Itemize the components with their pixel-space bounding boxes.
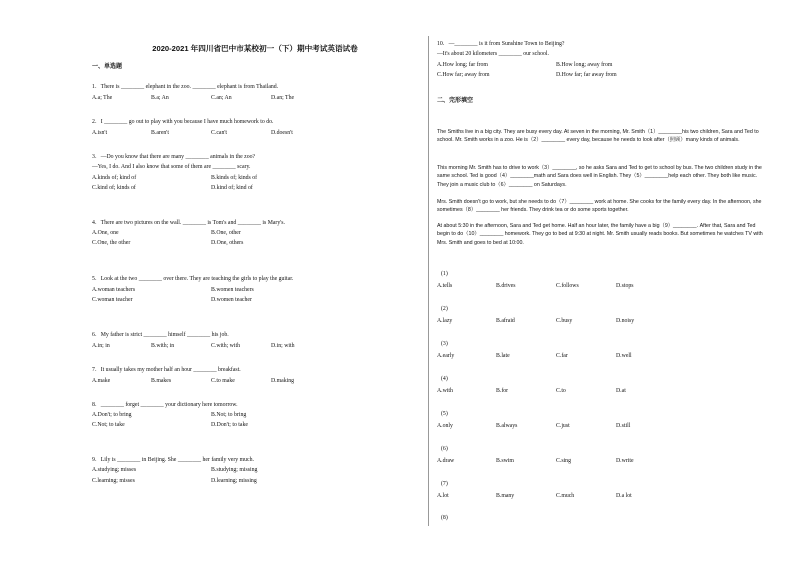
cloze-4-option-b: B.for: [496, 388, 509, 394]
column-divider: [428, 36, 429, 526]
section-cloze: 二、完形填空: [437, 98, 474, 104]
q1-option-a: A.a; The: [92, 95, 113, 101]
q4-option-b: B.One, other: [211, 230, 241, 236]
q3-option-b: B.kinds of; kinds of: [211, 175, 258, 181]
q6-option-a: A.in; in: [92, 343, 110, 349]
cloze-2-option-c: C.busy: [556, 318, 573, 324]
question-3-stem: 3．—Do you know that there are many ________ animals in the zoo?: [92, 154, 256, 160]
question-7-stem: 7．It usually takes my mother half an hour ________ breakfast.: [92, 367, 241, 373]
q5-option-d: D.women teacher: [211, 297, 252, 303]
q3-option-c: C.kind of; kinds of: [92, 185, 136, 191]
question-9-stem: 9．Lily is ________ in Beijing. She ________ her family very much.: [92, 457, 254, 463]
cloze-1-option-b: B.drives: [496, 283, 516, 289]
cloze-7-option-c: C.much: [556, 493, 575, 499]
cloze-2-option-d: D.noisy: [616, 318, 635, 324]
cloze-3-option-a: A.early: [437, 353, 455, 359]
question-6-stem: 6．My father is strict ________ himself ________ his job.: [92, 332, 229, 338]
question-5-stem: 5．Look at the two ________ over there. They are teaching the girls to play the guitar.: [92, 276, 294, 282]
q4-option-c: C.One, the other: [92, 240, 131, 246]
q5-option-c: C.woman teacher: [92, 297, 133, 303]
cloze-1-number: (1): [441, 271, 448, 277]
cloze-2-option-b: B.afraid: [496, 318, 515, 324]
q10-option-b: B.How long; away from: [556, 62, 613, 68]
q1-option-d: D.an; The: [271, 95, 295, 101]
cloze-7-option-d: D.a lot: [616, 493, 632, 499]
cloze-8-number: (8): [441, 515, 448, 521]
q10-option-a: A.How long; far from: [437, 62, 488, 68]
q6-option-c: C.with; with: [211, 343, 240, 349]
cloze-5-option-a: A.only: [437, 423, 453, 429]
q5-option-a: A.woman teachers: [92, 287, 136, 293]
q4-option-a: A.One, one: [92, 230, 119, 236]
q6-option-b: B.with; in: [151, 343, 175, 349]
q8-option-d: D.Don't; to take: [211, 422, 248, 428]
q7-option-b: B.makes: [151, 378, 172, 384]
cloze-3-option-c: C.far: [556, 353, 568, 359]
question-4-stem: 4．There are two pictures on the wall. ________ is Tom's and ________ is Mary's.: [92, 220, 286, 226]
q2-option-b: B.aren't: [151, 130, 169, 136]
cloze-4-number: (4): [441, 376, 448, 382]
q9-option-c: C.learning; misses: [92, 478, 135, 484]
passage-paragraph-2: This morning Mr. Smith has to drive to work（3）________, so he asks Sara and Ted to get to school by bus. The two children study in the same school. Ted is good（4）________math and Sara does well in English. They（5）________help each other. They both like music. They join a music club to（6）________ on Saturdays.: [437, 165, 762, 188]
q9-option-a: A.studying; misses: [92, 467, 137, 473]
cloze-1-option-a: A.tells: [437, 283, 453, 289]
q10-option-d: D.How far; far away from: [556, 72, 617, 78]
cloze-6-option-d: D.write: [616, 458, 634, 464]
q3-option-a: A.kinds of; kind of: [92, 175, 137, 181]
cloze-7-option-b: B.many: [496, 493, 515, 499]
passage-paragraph-1: The Smiths live in a big city. They are busy every day. At seven in the morning, Mr. Smith（1）________his two children, Sara and Ted to school. Mr. Smith works in a zoo. He is（2）________ every day, because he needs to look after（照顾）many kinds of animals.: [437, 129, 759, 144]
q8-option-a: A.Don't; to bring: [92, 412, 132, 418]
cloze-6-option-b: B.swim: [496, 458, 514, 464]
q7-option-c: C.to make: [211, 378, 235, 384]
question-10-stem-line2: —It's about 20 kilometers ________ our school.: [437, 51, 549, 57]
question-10-stem: 10．—________ is it from Sunshine Town to Beijing?: [437, 41, 565, 47]
question-3-stem-line2: —Yes, I do. And I also know that some of them are ________ scary.: [92, 164, 251, 170]
question-1-stem: 1．There is ________ elephant in the zoo. ________ elephant is from Thailand.: [92, 84, 279, 90]
cloze-7-option-a: A.lot: [437, 493, 449, 499]
cloze-5-option-c: C.just: [556, 423, 570, 429]
q3-option-d: D.kind of; kind of: [211, 185, 253, 191]
q9-option-d: D.learning; missing: [211, 478, 257, 484]
cloze-4-option-c: C.to: [556, 388, 566, 394]
q1-option-b: B.a; An: [151, 95, 169, 101]
section-single-choice: 一、单选题: [92, 64, 123, 70]
question-2-stem: 2．I ________ go out to play with you because I have much homework to do.: [92, 119, 274, 125]
cloze-6-number: (6): [441, 446, 448, 452]
q7-option-a: A.make: [92, 378, 111, 384]
cloze-5-number: (5): [441, 411, 448, 417]
cloze-3-number: (3): [441, 341, 448, 347]
q2-option-d: D.doesn't: [271, 130, 293, 136]
q7-option-d: D.making: [271, 378, 295, 384]
passage-paragraph-4: At about 5:30 in the afternoon, Sara and Ted get home. Half an hour later, the family have a big（9）________. After that, Sara and Ted begin to do（10）________ homework. They go to bed at 9:30 at night. Mr. Smith usually reads books. But sometimes he watches TV with Mrs. Smith and goes to bed at 10:00.: [437, 223, 763, 246]
q2-option-c: C.can't: [211, 130, 228, 136]
q2-option-a: A.isn't: [92, 130, 108, 136]
q8-option-c: C.Not; to take: [92, 422, 125, 428]
cloze-5-option-b: B.always: [496, 423, 518, 429]
cloze-1-option-c: C.follows: [556, 283, 579, 289]
q9-option-b: B.studying; missing: [211, 467, 258, 473]
exam-title: 2020-2021 年四川省巴中市某校初一（下）期中考试英语试卷: [152, 44, 358, 53]
cloze-1-option-d: D.stops: [616, 283, 634, 289]
q8-option-b: B.Not; to bring: [211, 412, 247, 418]
q4-option-d: D.One, others: [211, 240, 244, 246]
cloze-6-option-c: C.sing: [556, 458, 571, 464]
passage-paragraph-3: Mrs. Smith doesn't go to work, but she needs to do（7）________ work at home. She cooks for the family every day. In the afternoon, she sometimes（8）________ her friends. They drink tea or do some sports together.: [437, 199, 762, 214]
cloze-4-option-d: D.at: [616, 388, 626, 394]
cloze-7-number: (7): [441, 481, 448, 487]
q10-option-c: C.How far; away from: [437, 72, 490, 78]
cloze-3-option-b: B.late: [496, 353, 510, 359]
cloze-3-option-d: D.well: [616, 353, 632, 359]
cloze-2-option-a: A.lazy: [437, 318, 453, 324]
q1-option-c: C.an; An: [211, 95, 232, 101]
question-8-stem: 8．________ forget ________ your dictionary here tomorrow.: [92, 402, 238, 408]
cloze-2-number: (2): [441, 306, 448, 312]
cloze-5-option-d: D.still: [616, 423, 631, 429]
cloze-4-option-a: A.with: [437, 388, 453, 394]
q6-option-d: D.in; with: [271, 343, 295, 349]
q5-option-b: B.women teachers: [211, 287, 254, 293]
cloze-6-option-a: A.draw: [437, 458, 455, 464]
